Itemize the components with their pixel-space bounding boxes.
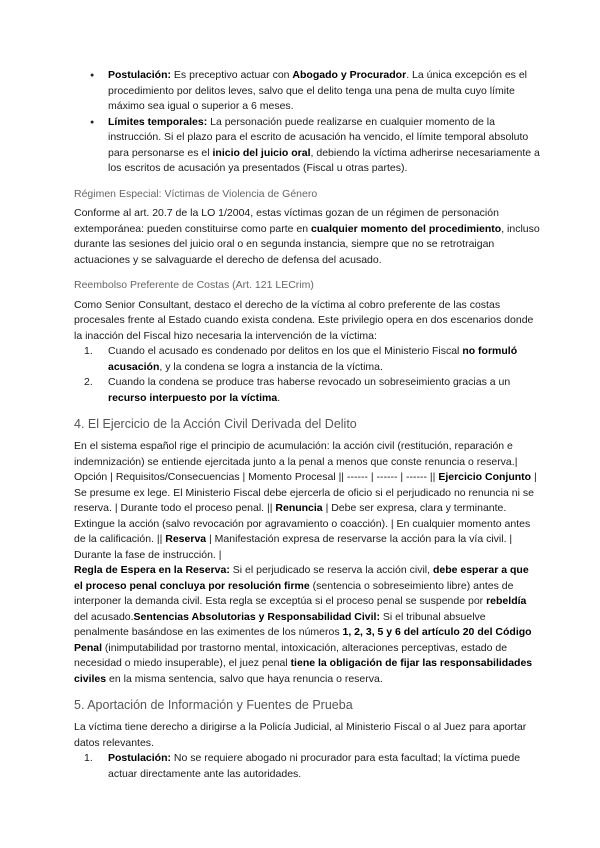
- item-text: Cuando la condena se produce tras haberse revocado un sobreseimiento gracias a un: [108, 376, 511, 388]
- list-item: [74, 344, 540, 375]
- paragraph-text: | Debe ser expresa, clara y terminante. Extingue la acción (salvo revocación por agravamiento o coacción). | En cualquier momento antes de la calificación. ||: [74, 502, 531, 545]
- paragraph-bold-text: rebeldía: [486, 595, 527, 607]
- paragraph-bold-text: Ejercicio Conjunto: [438, 471, 532, 483]
- section-heading-accion-civil: 4. El Ejercicio de la Acción Civil Derivada del Delito: [74, 417, 357, 431]
- paragraph-bold-text: Regla de Espera en la Reserva:: [74, 564, 230, 576]
- item-text: , debiendo la víctima adherirse necesariamente a los escritos de acusación ya presentados (Fiscal u otras partes).: [108, 146, 540, 174]
- paragraph-bold-text: debe esperar a que el proceso penal concluya por resolución firme: [74, 564, 529, 592]
- subheading-reembolso-costas: Reembolso Preferente de Costas (Art. 121 LECrim): [74, 279, 314, 291]
- paragraph-text: Si el perjudicado se reserva la acción civil,: [229, 564, 433, 576]
- paragraph-text: Si el tribunal absuelve penalmente basándose en las eximentes de los números: [74, 610, 486, 638]
- item-text: . La única excepción es el procedimiento por delitos leves, salvo que el delito tenga una pena de multa cuyo límite máximo sea igual o superior a 6 meses.: [108, 69, 528, 112]
- item-label: Límites temporales:: [108, 115, 208, 128]
- paragraph-text: En el sistema español rige el principio de acumulación: la acción civil (restitución, reparación e indemnización) se entiende ejercitada junto a la penal a menos que conste renuncia o reserva.| Opción | Requisitos/Consecuencias | Momento Procesal || ------ | ------ | ------ ||: [74, 440, 518, 483]
- section-heading-aportacion-informacion: 5. Aportación de Información y Fuentes de Prueba: [74, 698, 353, 712]
- paragraph-text: Conforme al art. 20.7 de la LO 1/2004, estas víctimas gozan de un régimen de personación extemporánea: pueden constituirse como parte en: [74, 207, 499, 235]
- paragraph-bold-text: cualquier momento del procedimiento: [310, 222, 502, 235]
- paragraph-bold-text: tiene la obligación de fijar las responsabilidades civiles: [74, 657, 533, 685]
- paragraph-violencia-genero: [74, 206, 540, 268]
- subheading-violencia-genero: Régimen Especial: Víctimas de Violencia de Género: [74, 187, 318, 200]
- item-number: 1.: [84, 752, 93, 764]
- paragraph-aportacion-informacion: La víctima tiene derecho a dirigirse a la Policía Judicial, al Ministerio Fiscal o al Juez para aportar datos relevantes.: [74, 721, 527, 749]
- list-item: [74, 375, 540, 406]
- paragraph-accion-civil-table: [74, 439, 540, 563]
- costas-numbered-list: [74, 344, 540, 406]
- paragraph-text: del acusado.: [74, 610, 134, 623]
- item-text: No se requiere abogado ni procurador para esta facultad; la víctima puede actuar directamente ante las autoridades.: [108, 752, 521, 780]
- paragraph-bold-text: Renuncia: [275, 502, 323, 514]
- list-item: [74, 68, 540, 115]
- item-number: 2.: [84, 376, 93, 388]
- aportacion-numbered-list: [74, 751, 540, 782]
- paragraph-bold-text: Sentencias Absolutorias y Responsabilidad Civil:: [133, 610, 380, 623]
- paragraph-text: | Se presume ex lege. El Ministerio Fiscal debe ejercerla de oficio si el perjudicado no renuncia ni se reserva. | Durante todo el proceso penal. ||: [74, 471, 537, 514]
- item-text: La personación puede realizarse en cualquier momento de la instrucción. Si el plazo para el escrito de acusación ha vencido, el límite temporal absoluto para personarse es el: [108, 115, 529, 159]
- list-item: [74, 115, 540, 177]
- paragraph-text: (sentencia o sobreseimiento libre) antes de interponer la demanda civil. Esta regla se exceptúa si el proceso penal se suspende por: [74, 579, 514, 607]
- paragraph-regla-espera: [74, 563, 540, 687]
- paragraph-bold-text: Reserva: [165, 533, 207, 545]
- item-bold-text: Abogado y Procurador: [292, 69, 407, 81]
- item-text: .: [277, 391, 281, 404]
- paragraph-text: (inimputabilidad por trastorno mental, intoxicación, alteraciones perceptivas, estado de necesidad o miedo insuperable), el juez penal: [74, 641, 508, 669]
- item-label: Postulación:: [108, 752, 172, 764]
- item-text: Cuando el acusado es condenado por delitos en los que el Ministerio Fiscal: [108, 345, 463, 357]
- intro-bullet-list: [74, 68, 540, 177]
- paragraph-text: | Manifestación expresa de reservarse la acción para la vía civil. | Durante la fase de instrucción. |: [74, 533, 513, 561]
- item-number: 1.: [84, 345, 93, 357]
- paragraph-reembolso-costas: Como Senior Consultant, destaco el derecho de la víctima al cobro preferente de las costas procesales frente al Estado cuando exista condena. Este privilegio opera en dos escenarios donde la inacción del Fiscal hizo necesaria la intervención de la víctima:: [74, 298, 534, 342]
- item-label: Postulación:: [108, 69, 172, 81]
- item-bold-text: no formuló acusación: [108, 345, 518, 373]
- item-bold-text: inicio del juicio oral: [212, 146, 311, 159]
- list-item: [74, 751, 540, 782]
- item-text: , y la condena se logra a instancia de la víctima.: [159, 360, 383, 373]
- paragraph-bold-text: 1, 2, 3, 5 y 6 del artículo 20 del Código Penal: [74, 626, 532, 654]
- paragraph-text: , incluso durante las sesiones del juicio oral o en segunda instancia, siempre que no se retrotraigan actuaciones y se salvaguarde el derecho de defensa del acusado.: [74, 222, 540, 266]
- item-text: Es preceptivo actuar con: [171, 69, 293, 81]
- paragraph-text: en la misma sentencia, salvo que haya renuncia o reserva.: [106, 672, 383, 685]
- item-bold-text: recurso interpuesto por la víctima: [108, 391, 278, 404]
